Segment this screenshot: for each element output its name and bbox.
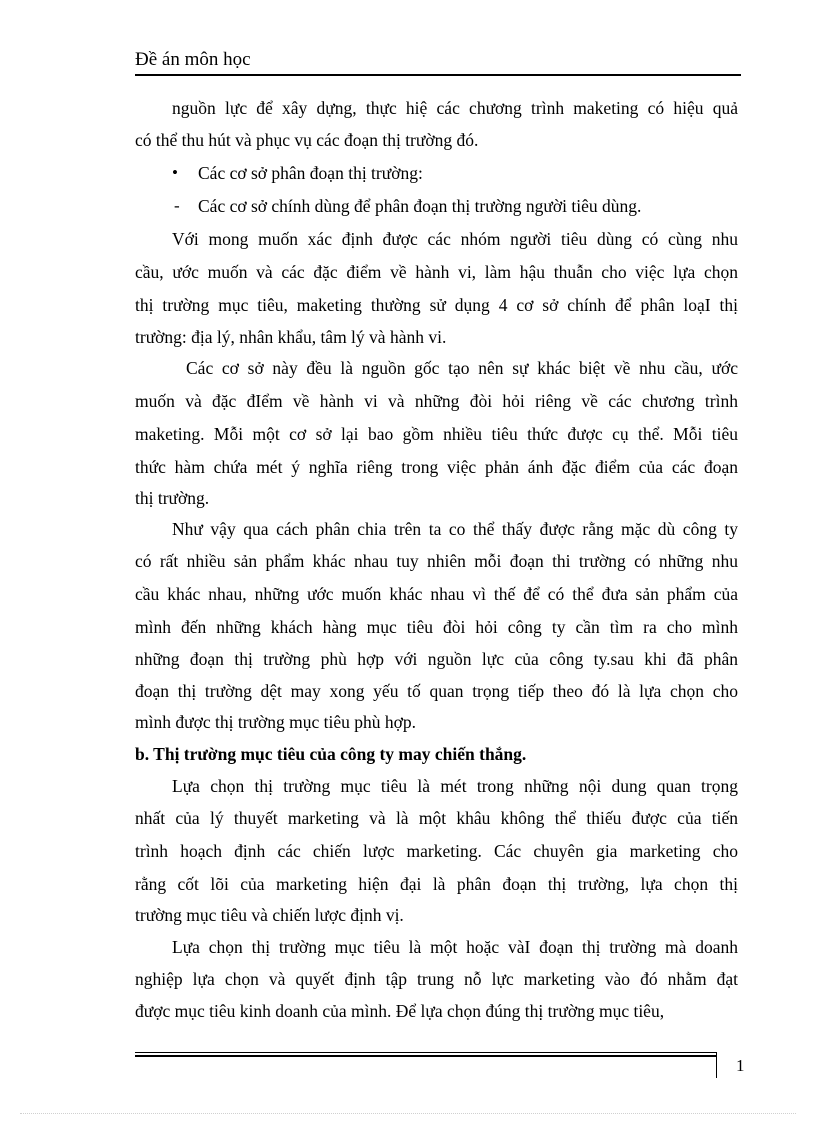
header-rule — [135, 74, 741, 76]
text-line: trường: địa lý, nhân khẩu, tâm lý và hành vi. — [135, 327, 447, 347]
text-line: Các cơ sở này đều là nguồn gốc tạo nên sự khác biệt về nhu cầu, ước — [186, 358, 738, 378]
text-line: mình được thị trường mục tiêu phù hợp. — [135, 712, 417, 732]
text-line: có rất nhiều sản phẩm khác nhau tuy nhiên mỗi đoạn thi trường có những nhu — [135, 551, 738, 571]
dash-icon: - — [174, 196, 180, 215]
footer-rule-vertical — [716, 1052, 717, 1078]
bullet-item: Các cơ sở phân đoạn thị trường: — [198, 163, 423, 183]
page-header-title: Đề án môn học — [135, 49, 251, 70]
footer-rule — [135, 1055, 716, 1057]
text-line: thức hàm chứa mét ý nghĩa riêng trong việc phản ánh đặc điểm của các đoạn — [135, 457, 738, 477]
text-line: rằng cốt lõi của marketing hiện đại là phân đoạn thị trường, lựa chọn thị — [135, 874, 738, 894]
text-line: maketing. Mỗi một cơ sở lại bao gồm nhiều tiêu thức được cụ thể. Mỗi tiêu — [135, 424, 738, 444]
text-line: được mục tiêu kinh doanh của mình. Để lựa chọn đúng thị trường mục tiêu, — [135, 1001, 665, 1021]
text-line: nguồn lực để xây dựng, thực hiệ các chương trình maketing có hiệu quả — [172, 98, 738, 118]
text-line: Như vậy qua cách phân chia trên ta co thể thấy được rằng mặc dù công ty — [172, 519, 738, 539]
page-number: 1 — [736, 1056, 745, 1075]
text-line: trường mục tiêu và chiến lược định vị. — [135, 905, 404, 925]
text-line: những đoạn thị trường phù hợp với nguồn lực của công ty.sau khi đã phân — [135, 649, 738, 669]
text-line: Lựa chọn thị trường mục tiêu là một hoặc vàI đoạn thị trường mà doanh — [172, 937, 738, 957]
text-line: Với mong muốn xác định được các nhóm người tiêu dùng có cùng nhu — [172, 229, 738, 249]
bullet-icon: • — [172, 163, 178, 182]
text-line: cầu khác nhau, những ước muốn khác nhau vì thế để có thể đưa sản phẩm của — [135, 584, 738, 604]
text-line: nhất của lý thuyết marketing và là một khâu không thể thiếu được của tiến — [135, 808, 738, 828]
text-line: thị trường. — [135, 488, 210, 508]
section-heading: b. Thị trường mục tiêu của công ty may chiến thắng. — [135, 744, 527, 764]
text-line: muốn và đặc đIểm về hành vi và những đòi hỏi riêng về các chương trình — [135, 391, 738, 411]
text-line: cầu, ước muốn và các đặc điểm về hành vi, làm hậu thuẫn cho việc lựa chọn — [135, 262, 738, 282]
footer-rule — [135, 1052, 716, 1053]
text-line: thị trường mục tiêu, maketing thường sử dụng 4 cơ sở chính để phân loạI thị — [135, 295, 738, 315]
text-line: đoạn thị trường dệt may xong yếu tố quan trọng tiếp theo đó là lựa chọn cho — [135, 681, 738, 701]
dash-item: Các cơ sở chính dùng để phân đoạn thị trường người tiêu dùng. — [198, 196, 642, 216]
text-line: có thể thu hút và phục vụ các đoạn thị trường đó. — [135, 130, 479, 150]
text-line: mình đến những khách hàng mục tiêu đòi hỏi công ty cần tìm ra cho mình — [135, 617, 738, 637]
text-line: trình hoạch định các chiến lược marketing. Các chuyên gia marketing cho — [135, 841, 738, 861]
text-line: Lựa chọn thị trường mục tiêu là mét trong những nội dung quan trọng — [172, 776, 738, 796]
text-line: nghiệp lựa chọn và quyết định tập trung nỗ lực marketing vào đó nhằm đạt — [135, 969, 738, 989]
page-edge-dots — [20, 1113, 796, 1114]
